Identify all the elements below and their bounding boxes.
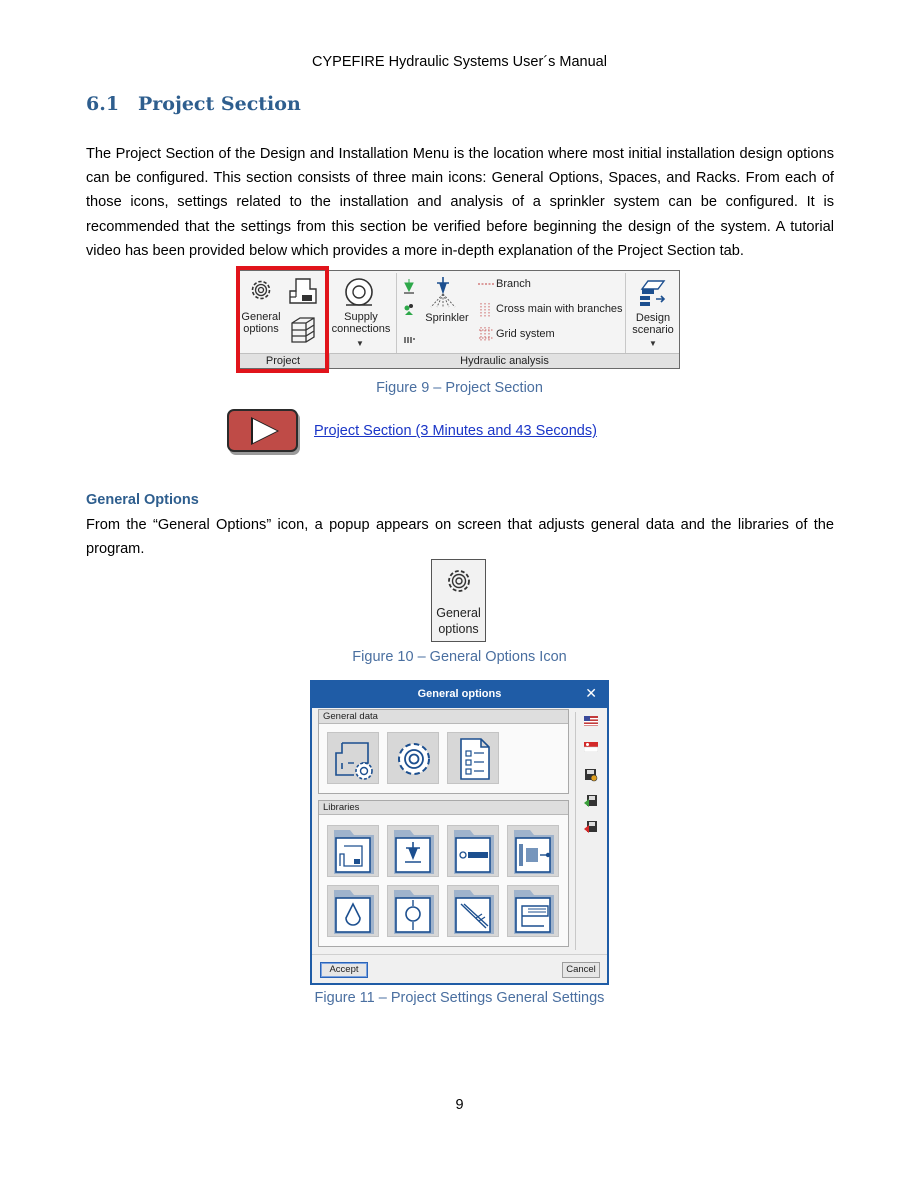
general-options-heading: General Options: [86, 492, 199, 508]
branch-icon: [478, 281, 494, 287]
supply-line1: Supply: [344, 311, 378, 323]
general-options-line1: General: [241, 311, 281, 323]
figure-9-caption: Figure 9 – Project Section: [376, 380, 543, 396]
group-project: Project: [238, 353, 328, 368]
save-disk-icon[interactable]: [584, 768, 598, 782]
dialog-footer: [312, 954, 607, 983]
us-flag-icon[interactable]: [584, 716, 598, 726]
general-options-paragraph: From the “General Options” icon, a popup appears on screen that adjusts general data and the libraries of the program.: [86, 517, 834, 558]
import-disk-icon[interactable]: [584, 794, 598, 808]
general-options-icon-line1: General: [436, 606, 481, 620]
folder-floor-plan-icon: [328, 826, 380, 878]
page-number: 9: [455, 1097, 464, 1113]
library-sprinklers-tile[interactable]: [387, 825, 439, 877]
supply-line2: connections: [331, 323, 391, 335]
dropdown-arrow-icon[interactable]: ▼: [649, 339, 657, 348]
checklist-tile[interactable]: [447, 732, 499, 784]
singapore-flag-icon[interactable]: [584, 742, 598, 752]
supply-connections-label[interactable]: [330, 311, 392, 335]
section-title: Project Section: [138, 93, 301, 115]
cross-main-button[interactable]: Cross main with branches: [496, 303, 623, 315]
design-scenario-icon[interactable]: [636, 275, 668, 309]
section-number: 6.1: [86, 93, 120, 115]
video-link[interactable]: Project Section (3 Minutes and 43 Seconds): [314, 423, 597, 439]
library-pipes-tile[interactable]: [447, 825, 499, 877]
libraries-label: Libraries: [319, 801, 568, 815]
dialog-body: [312, 708, 607, 983]
design-line2: scenario: [632, 324, 674, 336]
figure-10-caption: Figure 10 – General Options Icon: [352, 649, 567, 665]
library-cabinets-tile[interactable]: [507, 885, 559, 937]
play-icon[interactable]: [227, 409, 298, 452]
checklist-icon: [448, 733, 500, 785]
general-options-icon-line2: options: [438, 622, 479, 636]
section-heading: [86, 93, 301, 115]
running-header: CYPEFIRE Hydraulic Systems User´s Manual: [312, 54, 607, 70]
folder-sprinkler-icon: [388, 826, 440, 878]
dialog-title: General options: [417, 688, 502, 700]
gear-icon: [444, 566, 474, 596]
grid-system-button[interactable]: Grid system: [496, 328, 555, 340]
general-settings-tile[interactable]: [387, 732, 439, 784]
general-options-dialog: [310, 680, 609, 985]
general-data-label: General data: [319, 710, 568, 724]
pump-icon[interactable]: [342, 275, 378, 309]
figure-11-caption: Figure 11 – Project Settings General Settings: [314, 990, 605, 1006]
intro-paragraph: The Project Section of the Design and Installation Menu is the location where most initial installation design options can be configured. This section consists of three main icons: General Options, Spaces, and Racks. From each of those icons, settings related to the installation and analysis of a sprinkler system can be configured. It is recommended that the settings from this section be verified before beginning the design of the system. A tutorial video has been provided below which provides a more in-depth explanation of the Project Section tab.: [86, 146, 834, 259]
sprinkler-label[interactable]: Sprinkler: [425, 312, 469, 324]
design-line1: Design: [635, 312, 671, 324]
sprinkler-icon[interactable]: [426, 275, 460, 309]
accept-button[interactable]: Accept: [320, 962, 368, 978]
library-hose-reels-tile[interactable]: [507, 825, 559, 877]
library-tanks-tile[interactable]: [327, 885, 379, 937]
close-icon[interactable]: ✕: [585, 685, 597, 701]
folder-cabinet-icon: [508, 886, 560, 938]
folder-valve-icon: [388, 886, 440, 938]
general-options-line2: options: [243, 323, 279, 335]
folder-pipe-tool-icon: [448, 886, 500, 938]
design-scenario-label[interactable]: [626, 312, 680, 336]
library-fittings-tile[interactable]: [447, 885, 499, 937]
general-options-icon-figure: [431, 559, 486, 642]
floor-plan-settings-tile[interactable]: [327, 732, 379, 784]
branch-button[interactable]: Branch: [496, 278, 531, 290]
floor-plan-gear-icon: [328, 733, 380, 785]
cross-main-icon: [479, 303, 493, 317]
sprinkler-small-icons: [402, 277, 416, 351]
group-hydraulic-analysis: Hydraulic analysis: [329, 353, 679, 368]
library-spaces-tile[interactable]: [327, 825, 379, 877]
folder-pipe-icon: [448, 826, 500, 878]
grid-system-icon: [479, 327, 493, 341]
gear-icon: [388, 733, 440, 785]
highlight-box: [236, 266, 329, 373]
folder-tank-icon: [328, 886, 380, 938]
export-disk-icon[interactable]: [584, 820, 598, 834]
cancel-button[interactable]: Cancel: [562, 962, 600, 978]
dropdown-arrow-icon[interactable]: ▼: [356, 339, 364, 348]
library-valves-tile[interactable]: [387, 885, 439, 937]
folder-hose-reel-icon: [508, 826, 560, 878]
